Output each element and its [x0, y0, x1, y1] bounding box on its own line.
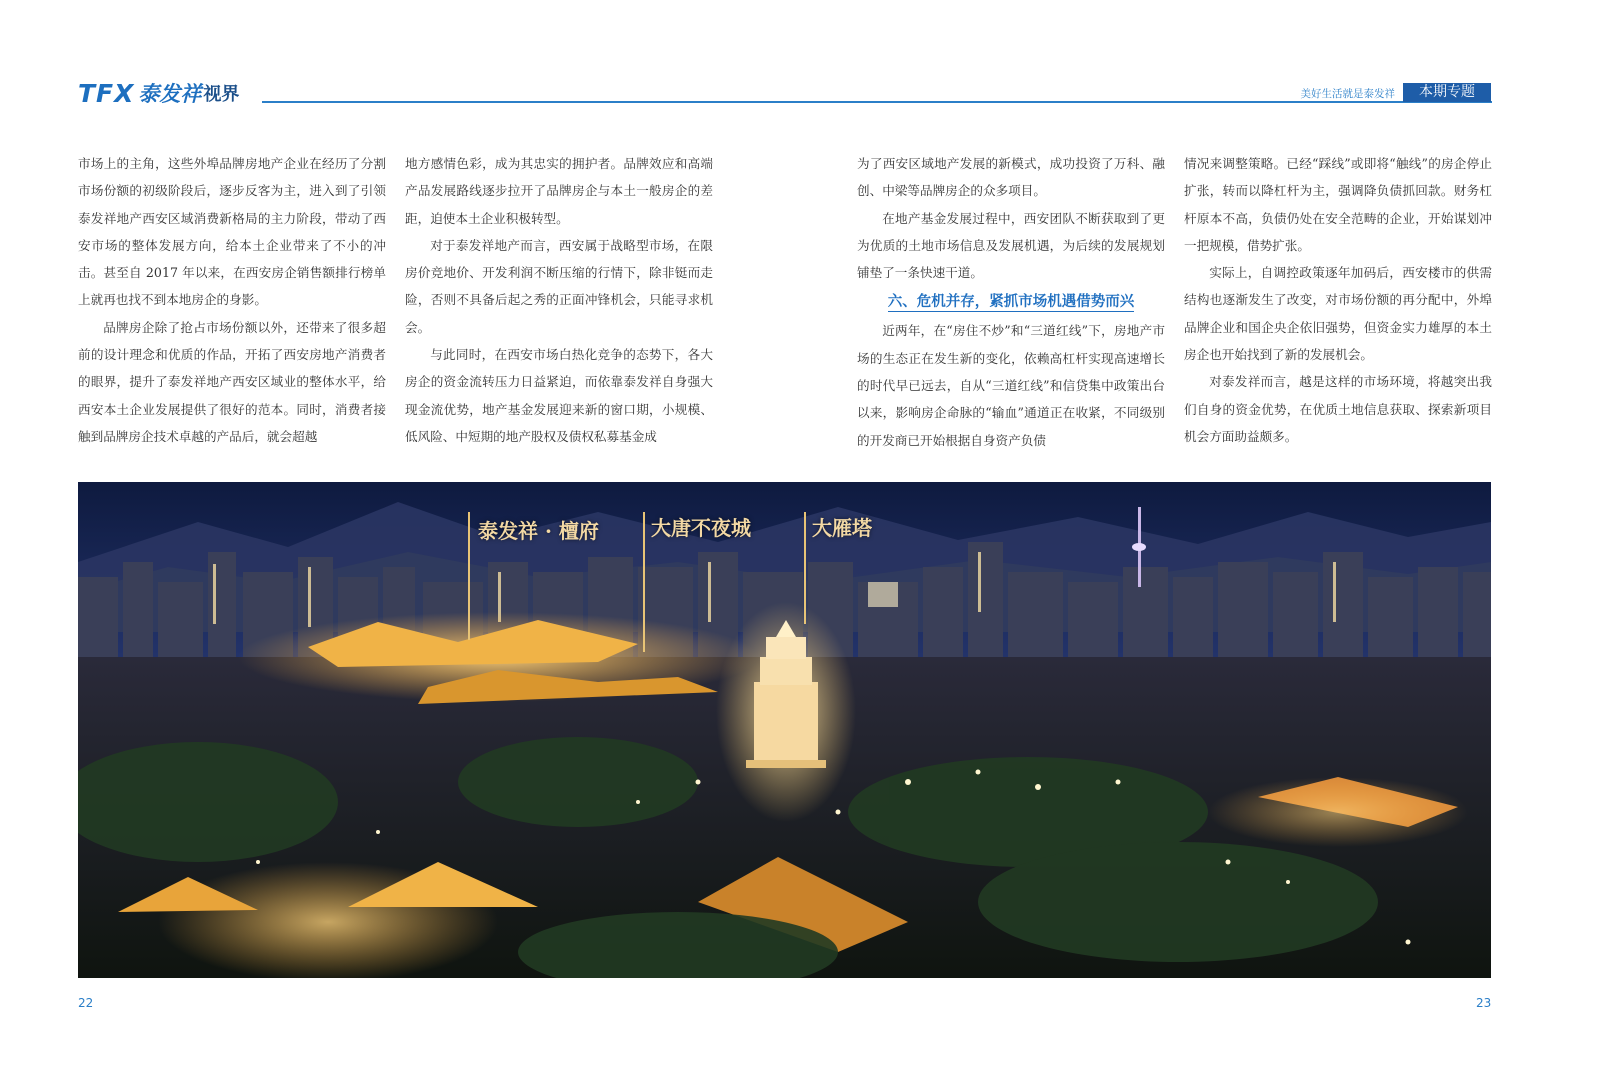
paragraph: 情况来调整策略。已经“踩线”或即将“触线”的房企停止扩张，转而以降杠杆为主，强调降负债抓回款。财务杠杆原本不高，负债仍处在安全范畴的企业，开始谋划冲一把规模，借势扩张。	[1184, 156, 1492, 253]
page-number-right: 23	[1476, 996, 1492, 1010]
callout-line	[643, 512, 645, 652]
pagoda	[716, 602, 856, 822]
magazine-logo	[78, 80, 239, 106]
paragraph: 对泰发祥而言，越是这样的市场环境，将越突出我们自身的资金优势，在优质土地信息获取、探索新项目机会方面助益颇多。	[1184, 374, 1492, 444]
city-night-photo	[78, 482, 1491, 978]
paragraph: 近两年，在“房住不炒”和“三道红线”下，房地产市场的生态正在发生新的变化，依赖高杠杆实现高速增长的时代早已远去，自从“三道红线”和信贷集中政策出台以来，影响房企命脉的“输血”通道正在收紧，不同级别的开发商已开始根据自身资产负债	[857, 323, 1165, 448]
section-heading-text: 六、危机并存，紧抓市场机遇借势而兴	[887, 294, 1135, 311]
paragraph: 与此同时，在西安市场白热化竞争的态势下，各大房企的资金流转压力日益紧迫，而依靠泰发祥自身强大现金流优势，地产基金发展迎来新的窗口期，小规模、低风险、中短期的地产股权及债权私募基金成	[405, 347, 713, 444]
paragraph: 品牌房企除了抢占市场份额以外，还带来了很多超前的设计理念和优质的作品，开拓了西安房地产消费者的眼界，提升了泰发祥地产西安区域业的整体水平，给西安本土企业发展提供了很好的范本。同时，消费者接触到品牌房企技术卓越的产品后，就会超越	[78, 319, 386, 444]
photo-label-tanfu: 泰发祥 · 檀府	[478, 519, 599, 543]
paragraph: 在地产基金发展过程中，西安团队不断获取到了更为优质的土地市场信息及发展机遇，为后续的发展规划铺垫了一条快速干道。	[857, 210, 1165, 281]
page-number-left: 22	[78, 996, 94, 1010]
logo-tfx-text: TFX	[78, 79, 135, 108]
header-rule	[262, 101, 1492, 103]
logo-vision-text: 视界	[203, 84, 240, 105]
callout-line	[804, 512, 806, 624]
cityscape-illustration	[78, 482, 1491, 978]
paragraph: 地方感情色彩，成为其忠实的拥护者。品牌效应和高端产品发展路线逐步拉开了品牌房企与本土一般房企的差距，迫使本土企业积极转型。	[405, 156, 713, 226]
paragraph: 对于泰发祥地产而言，西安属于战略型市场，在限房价竞地价、开发利润不断压缩的行情下，除非铤而走险，否则不具备后起之秀的正面冲锋机会，只能寻求机会。	[405, 237, 713, 335]
text-column-3	[857, 150, 1165, 454]
section-heading	[857, 287, 1165, 317]
text-column-4	[1184, 150, 1492, 450]
paragraph: 实际上，自调控政策逐年加码后，西安楼市的供需结构也逐渐发生了改变，对市场份额的再分配中，外埠品牌企业和国企央企依旧强势，但资金实力雄厚的本土房企也开始找到了新的发展机会。	[1184, 265, 1492, 363]
text-column-2	[405, 150, 713, 450]
photo-label-pagoda: 大雁塔	[812, 516, 872, 540]
photo-label-datang: 大唐不夜城	[651, 516, 751, 540]
text-column-1	[78, 150, 386, 450]
header-slogan: 美好生活就是泰发祥	[1300, 88, 1395, 100]
logo-brand-text: 泰发祥	[138, 82, 202, 106]
section-tag: 本期专题	[1403, 83, 1491, 102]
callout-line	[468, 512, 470, 640]
paragraph: 为了西安区域地产发展的新模式，成功投资了万科、融创、中梁等品牌房企的众多项目。	[857, 156, 1165, 199]
paragraph: 市场上的主角，这些外埠品牌房地产企业在经历了分割市场份额的初级阶段后，逐步反客为主，进入到了引领泰发祥地产西安区域消费新格局的主力阶段，带动了西安市场的整体发展方向，给本土企业带来了不小的冲击。甚至自 2017 年以来，在西安房企销售额排行榜单上就再也找不到本地房企的身影。	[78, 156, 386, 308]
